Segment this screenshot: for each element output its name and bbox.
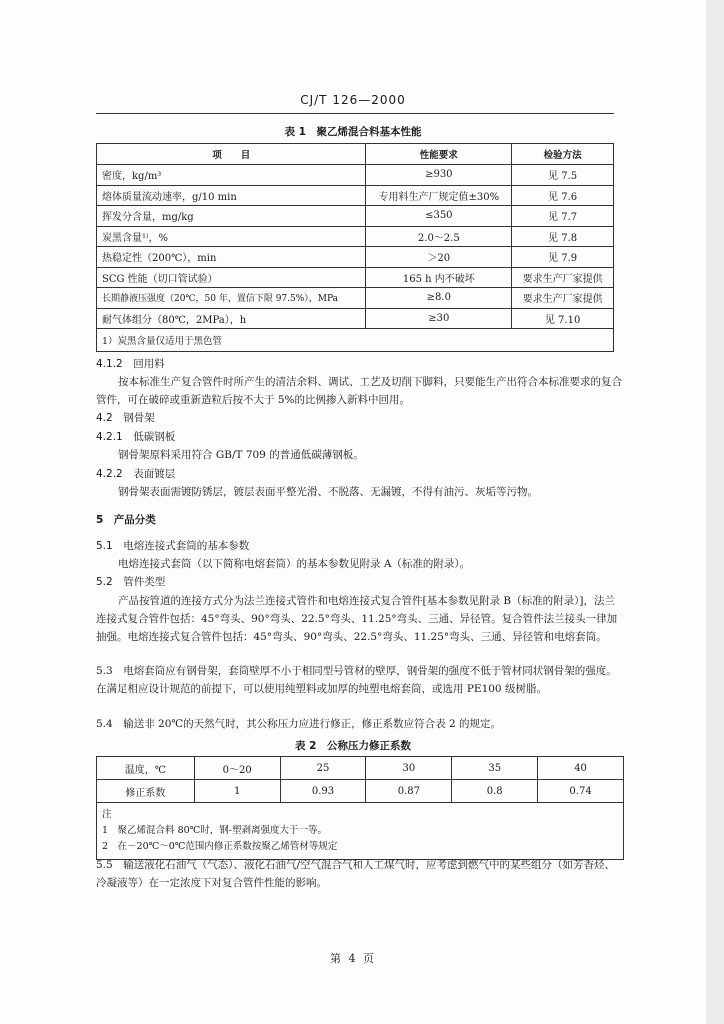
row-item: 长期静液压强度（20℃，50 年，置信下限 97.5%），MPa xyxy=(97,288,366,309)
temperature-value: 0～20 xyxy=(194,757,280,780)
table1-footnote: 1）炭黑含量仅适用于黑色管 xyxy=(97,329,614,352)
standard-code: CJ/T 126—2000 xyxy=(300,93,406,107)
table-row xyxy=(97,226,614,247)
temperature-value: 30 xyxy=(366,757,452,780)
section-5-4-text: 5.4 输送非 20℃的天然气时，其公称压力应进行修正，修正系数应符合表 2 的规定。 xyxy=(96,718,501,730)
section-4-2-1-heading: 4.2.1 低碳钢板 xyxy=(96,431,176,443)
coefficient-value: 0.8 xyxy=(452,780,538,803)
section-4-1-2-text: 按本标准生产复合管件时所产生的清洁余料、调试、工艺及切削下脚料，只要能生产出符合本标准要求的复合管件，可在破碎或重新造粒后按不大于 5%的比例掺入新料中回用。 xyxy=(96,376,622,406)
coefficient-value: 0.74 xyxy=(538,780,624,803)
row-requirement: ≥930 xyxy=(366,165,512,186)
col-header-method: 检验方法 xyxy=(512,144,614,165)
table1-caption: 表 1 聚乙烯混合料基本性能 xyxy=(284,126,422,138)
table-row xyxy=(97,267,614,288)
row-item: 密度，kg/m³ xyxy=(97,165,366,186)
row-method: 见 7.6 xyxy=(512,185,614,206)
table-header-row xyxy=(97,144,614,165)
table-row xyxy=(97,206,614,227)
coefficient-value: 0.87 xyxy=(366,780,452,803)
table2-notes xyxy=(97,803,624,860)
section-4-2-1-text: 钢骨架原料采用符合 GB/T 709 的普通低碳薄钢板。 xyxy=(118,449,364,461)
table-row xyxy=(97,308,614,329)
row-item: SCG 性能（切口管试验） xyxy=(97,267,366,288)
row-method: 见 7.9 xyxy=(512,247,614,268)
note-item: 2 在－20℃～0℃范围内修正系数按聚乙烯管材等规定 xyxy=(102,841,338,852)
section-5-1-text: 电熔连接式套筒（以下简称电熔套筒）的基本参数见附录 A（标准的附录）。 xyxy=(118,558,471,570)
row-method: 要求生产厂家提供 xyxy=(512,267,614,288)
row-item: 炭黑含量¹⁾，% xyxy=(97,226,366,247)
row-method: 见 7.7 xyxy=(512,206,614,227)
note-item: 1 聚乙烯混合料 80℃时，钢-塑剥离强度大于一等。 xyxy=(102,825,327,836)
section-4-2-heading: 4.2 钢骨架 xyxy=(96,412,155,424)
page-number: 第 4 页 xyxy=(330,952,376,965)
temperature-label: 温度，℃ xyxy=(97,757,195,780)
section-5-3-text: 5.3 电熔套筒应有钢骨架，套筒壁厚不小于相同型号管材的壁厚，钢骨架的强度不低于管材同状钢骨架的强度。在满足相应设计规范的前提下，可以使用纯塑料或加厚的纯塑电熔套筒，或选用 PE100 级树脂。 xyxy=(96,665,617,695)
row-requirement: ＞20 xyxy=(366,247,512,268)
pressure-correction-table xyxy=(96,756,624,860)
row-requirement: ≥30 xyxy=(366,308,512,329)
col-header-item: 项 目 xyxy=(97,144,366,165)
table-row xyxy=(97,185,614,206)
table-row xyxy=(97,288,614,309)
section-5-2-text: 产品按管道的连接方式分为法兰连接式管件和电熔连接式复合管件[基本参数见附录 B（标准的附录）]，法兰连接式复合管件包括：45°弯头、90°弯头、22.5°弯头、11.25°弯头、三通、异径管。复合管件法兰接头一律加抽强。电熔连接式复合管件包括：45°弯头、90°弯头、22.5°弯头、11.25°弯头、三通、异径管和电熔套筒。 xyxy=(96,595,618,643)
section-4-2-2-heading: 4.2.2 表面镀层 xyxy=(96,468,176,480)
section-5-1-heading: 5.1 电熔连接式套筒的基本参数 xyxy=(96,540,250,552)
row-requirement: 2.0～2.5 xyxy=(366,226,512,247)
section-5-5-text: 5.5 输送液化石油气（气态）、液化石油气/空气混合气和人工煤气时，应考虑到燃气中的某些组分（如芳香烃、冷凝液等）在一定浓度下对复合管件性能的影响。 xyxy=(96,859,615,889)
section-4-1-2-heading: 4.1.2 回用料 xyxy=(96,358,165,370)
row-requirement: 165 h 内不破坏 xyxy=(366,267,512,288)
row-item: 挥发分含量，mg/kg xyxy=(97,206,366,227)
coefficient-value: 0.93 xyxy=(280,780,366,803)
row-method: 见 7.10 xyxy=(512,308,614,329)
row-requirement: 专用料生产厂规定值±30% xyxy=(366,185,512,206)
temperature-value: 40 xyxy=(538,757,624,780)
section-5-heading: 5 产品分类 xyxy=(96,514,156,526)
note-heading: 注 xyxy=(102,809,112,820)
col-header-requirement: 性能要求 xyxy=(366,144,512,165)
row-item: 熔体质量流动速率，g/10 min xyxy=(97,185,366,206)
section-5-2-heading: 5.2 管件类型 xyxy=(96,576,166,588)
section-4-2-2-text: 钢骨架表面需镀防锈层，镀层表面平整光滑、不脱落、无漏镀，不得有油污、灰垢等污物。 xyxy=(118,486,538,498)
temperature-row xyxy=(97,757,624,780)
coefficient-value: 1 xyxy=(194,780,280,803)
table-row xyxy=(97,165,614,186)
row-method: 要求生产厂家提供 xyxy=(512,288,614,309)
row-item: 耐气体组分（80℃，2MPa），h xyxy=(97,308,366,329)
temperature-value: 35 xyxy=(452,757,538,780)
row-item: 热稳定性（200℃），min xyxy=(97,247,366,268)
page-edge xyxy=(706,0,724,1024)
temperature-value: 25 xyxy=(280,757,366,780)
table2-notes-row xyxy=(97,803,624,860)
row-requirement: ≤350 xyxy=(366,206,512,227)
row-requirement: ≥8.0 xyxy=(366,288,512,309)
row-method: 见 7.8 xyxy=(512,226,614,247)
header-rule xyxy=(96,113,614,114)
properties-table xyxy=(96,143,614,352)
coefficient-row xyxy=(97,780,624,803)
coefficient-label: 修正系数 xyxy=(97,780,195,803)
table2-caption: 表 2 公称压力修正系数 xyxy=(295,740,411,752)
table-row xyxy=(97,247,614,268)
table-note-row xyxy=(97,329,614,352)
row-method: 见 7.5 xyxy=(512,165,614,186)
